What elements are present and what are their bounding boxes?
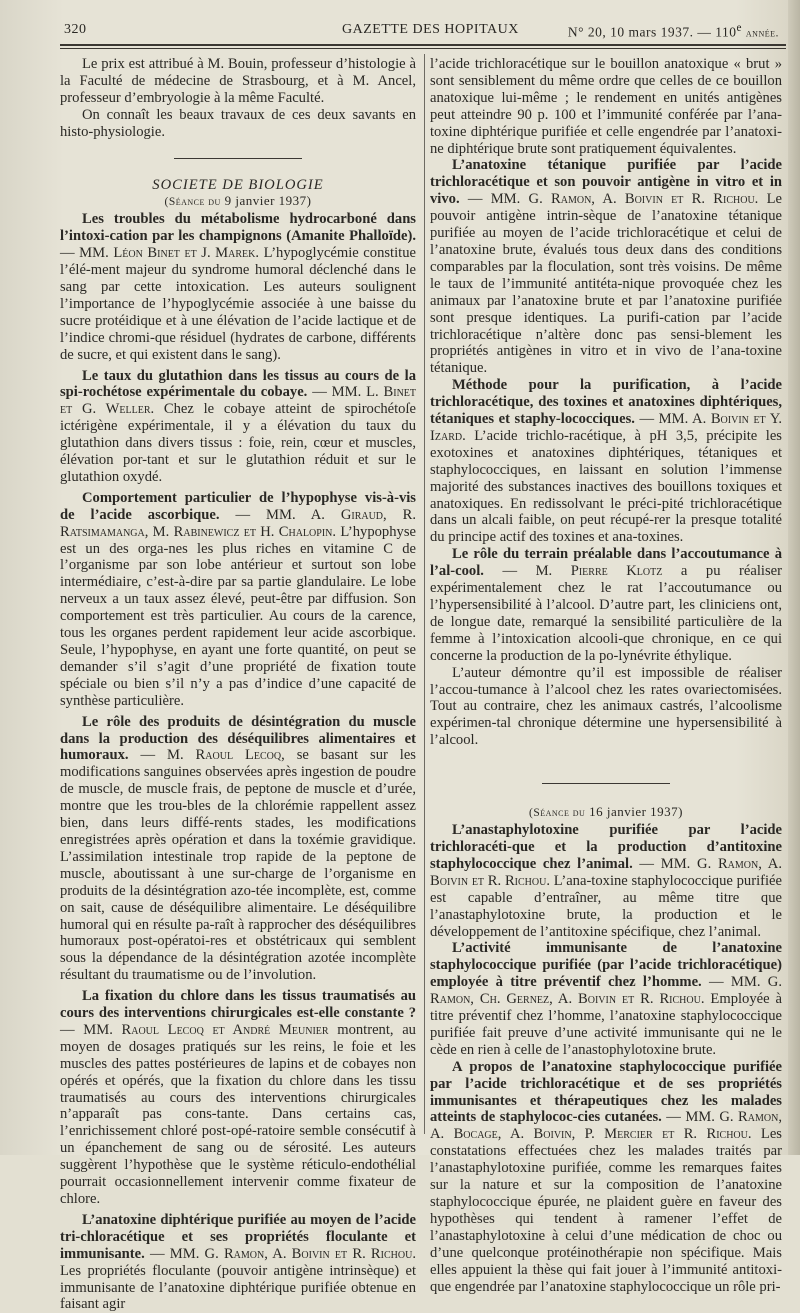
left-column [60,56,416,1313]
abstract: L’anatoxine diphtérique purifiée au moyen de l’acide tri-chloracétique et ses propriétés floculante et immunisante. — MM. G. Ramon, A. Boivin et R. Richou. Les propriétés floculante (pouvoir antigène intrinsèque) et immunisante de l’anatoxine diphtérique purifiée obtenue en faisant agir [60,1211,416,1313]
header-rule [60,44,786,46]
abstract-title: L’activité immunisante de l’anatoxine staphylococcique purifiée (par l’acide trichloracétique) employée à titre préventif chez l’homme. [430,940,782,991]
abstract-authors: Boivin et Y. Izard. [430,411,782,444]
abstract-body: L’acide trichlo-racétique, à pH 3,5, précipite les exotoxines et anatoxines diphtériques, tétaniques et staphylococciques, en laissant en solution l’immense majorité des substances inactives des bouillons toxiques et anatoxiques. En redissolvant le préci-pité trichloracétique dans un alcali faible, on peut récupé-rer la presque totalité du principe actif des toxines et ana-toxines. [430,427,782,546]
abstract-title: L’anatoxine tétanique purifiée par l’acide trichloracétique et son pouvoir antigène in vitro et in vivo. [430,157,782,208]
abstract-body: Chez le cobaye atteint de spirochétoſe ictérigène expérimentale, il y a élévation du taux du glutathion dans divers tissus : foie, rein, cœur et muscles, élévation por-tant et sur le glutathion réduit et sur le glutathion oxydé. [60,401,416,485]
abstract-title: Le taux du glutathion dans les tissus au cours de la spi-rochétose expérimentale du cobaye. [60,367,416,401]
abstract-title: Le rôle des produits de désintégration du muscle dans la production des déséquilibres alimentaires et humoraux. [60,713,416,764]
abstract-body: a pu réaliser expérimentalement chez le rat l’accoutumance ou l’hypersensibilité à l’alcool. D’autre part, les cliniciens ont, de longue date, remarqué la sensibilité particulière de la femme à l’intoxication alcooli-que chronique, en ce qui concerne la production de la po-lynévrite éthylique. [430,563,782,664]
abstract-authors: Raoul Lecoq et André Meunier [121,1021,329,1038]
abstract-authors: Ramon, A. Boivin et R. Richou. [551,191,759,208]
abstract-title: L’anatoxine diphtérique purifiée au moyen de l’acide tri-chloracétique et ses propriétés floculante et immunisante. [60,1211,416,1262]
abstract-authors: Ramon, A. Boivin et R. Richou. [430,855,782,889]
abstract-title: Comportement particulier de l’hypophyse vis-à-vis de l’acide ascorbique. [60,489,416,523]
abstract-authors: Raoul Lecoq, [195,747,285,764]
intro-paragraph: Le prix est attribué à M. Bouin, professeur d’histologie à la Faculté de médecine de Strasbourg, et à M. Ancel, professeur d’embryologie à la même Faculté. [60,56,416,106]
page-number: 320 [64,22,87,37]
abstract-title: Méthode pour la purification, à l’acide trichloracétique, des toxines et anatoxines diphtériques, tétaniques et staphy-lococciques. [430,377,782,428]
abstract: Le taux du glutathion dans les tissus au cours de la spi-rochétose expérimentale du cobaye. — MM. L. Binet et G. Weller. Chez le cobaye atteint de spirochétoſe ictérigène expérimentale, il y a élévation du taux du glutathion dans divers tissus : foie, rein, cœur et muscles, élévation por-tant et sur le glutathion réduit et sur le glutathion oxydé. [60,367,417,485]
abstract: Le rôle du terrain préalable dans l’accoutumance à l’al-cool. — M. Pierre Klotz a pu réaliser expérimentalement chez le rat l’accoutumance ou l’hypersensibilité à l’alcool. D’autre part, les cliniciens ont, de longue date, remarqué la sensibilité particulière de la femme à l’intoxication alcooli-que chronique, en ce qui concerne la production de la po-lynévrite éthylique. [430,546,782,664]
abstract: L’anastaphylotoxine purifiée par l’acide trichloracéti-que et la production d’antitoxine staphylococcique chez l’animal. — MM. G. Ramon, A. Boivin et R. Richou. L’ana-toxine staphylococcique purifiée est capable d’entraîner, au même titre que l’anastaphylotoxine brute, la production et le développement de l’antitoxine spécifique, chez l’animal. [430,822,782,940]
abstract-title: A propos de l’anatoxine staphylococcique purifiée par l’acide trichloracétique et de ses propriétés immunisantes et thérapeutiques chez les malades atteints de staphylococ-cies cutanées. [430,1058,782,1126]
abstract: A propos de l’anatoxine staphylococcique purifiée par l’acide trichloracétique et de ses propriétés immunisantes et thérapeutiques chez les malades atteints de staphylococ-cies cutanées. — MM. G. Ramon, A. Bocage, A. Boivin, P. Mercier et R. Richou. Les constatations effectuées chez les malades traités par l’anastaphylotoxine purifiée, comme les remarques faites sur la nature et sur la composition de l’anatoxine staphylococcique épurée, ne plaident guère en faveur des hypothèses qui tendent à ramener l’effet de l’anastaphylotoxine à celui d’une médication de choc ou d’une quelconque protéinothérapie non spécifique. Mais elles appuient la thèse qui fait jouer à l’immunité antitoxi-que engendrée par l’anatoxine staphylococcique un rôle pri- [430,1058,782,1295]
abstract-body: Les propriétés floculante (pouvoir antigène intrinsèque) et immunisante de l’anatoxine diphtérique purifiée obtenue en faisant agir [60,1262,416,1313]
abstract-body: Les constatations effectuées chez les malades traités par l’anastaphylotoxine purifiée, comme les remarques faites sur la nature et sur la composition de l’anatoxine staphylococcique épurée, ne plaident guère en faveur des hypothèses qui tendent à ramener l’effet de l’anastaphylotoxine à celui d’une médication de choc ou d’une quelconque protéinothérapie non spécifique. Mais elles appuient la thèse qui fait jouer à l’immunité antitoxi-que engendrée par l’anatoxine staphylococcique un rôle pri- [430,1126,782,1295]
abstract-authors: Léon Binet et J. Marek. [113,245,260,262]
abstract-body: Le pouvoir antigène intrin-sèque de l’anatoxine tétanique purifiée au moyen de l’acide trichloracétique et celui de l’anatoxine brute, évalués tous deux dans des conditions comparables par la floculation, sont très voisins. De même le taux de l’immunité antitéta-nique provoquée chez les animaux par l’anatoxine brute et par l’anatoxine purifiée sont presque identiques. La purifi-cation par l’acide trichloracétique n’altère donc pas sensi-blement les propriétés antigènes in vitro et in vivo de l’ana-toxine tétanique. [430,191,782,377]
abstract: Comportement particulier de l’hypophyse vis-à-vis de l’acide ascorbique. — MM. A. Giraud, R. Ratsimamanga, M. Rabinewicz et H. Chalopin. L’hypophyse est un des orga-nes les plus riches en vitamine C de l’organisme par son lobe antérieur et surtout son lobe intermédiaire, c’est-à-dire par sa partie glandulaire. Le lobe nerveux a un taux assez élevé, peut-être par diffusion. Son comportement est très particulier. Au cours de la carence, tous les organes perdent rapidement leur acide ascorbique. Seule, l’hypophyse, en ayant une forte quantité, on peut se demander s’il s’agit d’une propriété de fixation toute spéciale ou bien s’il n’y a pas d’indice d’une capacité de synthèse particulière. [60,489,416,709]
abstract-authors: Ramon, A. Boivin et R. Richou. [223,1245,416,1262]
abstract-body: montrent, au moyen de dosages pratiqués sur les reins, le foie et les muscles des pattes postérieures de lapins et de cobayes non opérés et opérés, que la fixation du chlore dans les tissu traumatisés au cours des interventions chirurgicales n’apparaît pas cons-tante. Dans certains cas, l’enrichissement chloré post-opé-ratoire semble consécutif à un épanchement de sang ou de sérosité. Les auteurs suggèrent l’hypothèse que le système réticulo-endothélial pourrait occasionnellement intervenir comme fixateur de chlore. [60,1021,416,1207]
section-title: SOCIETE DE BIOLOGIE [152,176,324,193]
abstract-authors: Ramon, A. Bocage, A. Boivin, P. Mercier et R. Richou. [430,1109,782,1143]
abstract-body: se basant sur les modifications sanguines observées après ingestion de poudre de muscle, de muscle frais, de peptone de muscle et d’urée, montre que les trou-bles de la chlorémie rappellent assez bien, dans leurs diffé-rents stades, les modifications enregistrées après opération et dans la toxémie gravidique. L’assimilation intestinale trop rapide de la peptone de muscle, aboutissant à une sur-charge de l’organisme en produits de la désintégration azo-tée incomplète, est, comme on sait, cause de déséquilibre alimentaire. Le déséquilibre humoral qui en résulte pa-raît à rapprocher des déséquilibres humoraux post-opératoi-res et obstétricaux qui semblent sous la dépendance de la désintégration azotée incomplète résultant du traumatisme ou de l’involution. [60,747,416,984]
header-rule-thin [60,48,786,49]
page-edge-shadow [788,0,800,1155]
abstract-title: Le rôle du terrain préalable dans l’accoutumance à l’al-cool. [430,546,782,580]
abstract-authors: Binet et G. Weller. [60,384,417,418]
right-column [430,56,782,1295]
abstract-authors: Giraud, R. Ratsimamanga, M. Rabinewicz et H. Chalopin. [60,506,416,540]
abstract-body: L’ana-toxine staphylococcique purifiée est capable d’entraîner, au même titre que l’anastaphylotoxine brute, la production et le développement de l’antitoxine spécifique, chez l’animal. [430,872,782,940]
issue-info: N° 20, 10 mars 1937. — 110e année. [567,22,779,40]
abstract-authors: Ramon, Ch. Gernez, A. Boivin et R. Richou. [430,991,705,1008]
intro-paragraph: On connaît les beaux travaux de ces deux savants en histo-physiologie. [60,106,416,140]
abstract-title: La fixation du chlore dans les tissus traumatisés au cours des interventions chirurgicales est-elle constante ? [60,988,416,1022]
abstract: Le rôle des produits de désintégration du muscle dans la production des déséquilibres alimentaires et humoraux. — M. Raoul Lecoq, se basant sur les modifications sanguines observées après ingestion de poudre de muscle, de muscle frais, de peptone de muscle et d’urée, montre que les trou-bles de la chlorémie rappellent assez bien, dans leurs diffé-rents stades, les modifications enregistrées après opération et dans la toxémie gravidique. L’assimilation intestinale trop rapide de la peptone de muscle, aboutissant à une sur-charge de l’organisme en produits de la désintégration azo-tée incomplète, est, comme on sait, cause de déséquilibre alimentaire. Le déséquilibre humoral qui en résulte pa-raît à rapprocher des déséquilibres humoraux post-opératoi-res et obstétricaux qui semblent sous la dépendance de la désintégration azotée incomplète résultant du traumatisme ou de l’involution. [60,713,416,984]
abstract: La fixation du chlore dans les tissus traumatisés au cours des interventions chirurgicales est-elle constante ? — MM. Raoul Lecoq et André Meunier montrent, au moyen de dosages pratiqués sur les reins, le foie et les muscles des pattes postérieures de lapins et de cobayes non opérés et opérés, que la fixation du chlore dans les tissu traumatisés au cours des interventions chirurgicales n’apparaît pas cons-tante. Dans certains cas, l’enrichissement chloré post-opé-ratoire semble consécutif à un épanchement de sang ou de sérosité. Les auteurs suggèrent l’hypothèse que le système réticulo-endothélial pourrait occasionnellement intervenir comme fixateur de chlore. [60,988,416,1207]
abstract-authors: Pierre Klotz [570,563,663,580]
abstract-paragraph: L’auteur démontre qu’il est impossible de réaliser l’accou-tumance à l’alcool chez les rates ovariectomisées. Tout au contraire, chez les animaux castrés, l’alcoolisme expérimen-tal chronique détermine une hypersensibilité à l’alcool. [430,664,782,749]
abstract-title: L’anastaphylotoxine purifiée par l’acide trichloracéti-que et la production d’antitoxine staphylococcique chez l’animal. [430,822,782,872]
journal-title: GAZETTE DES HOPITAUX [342,22,519,37]
column-separator [424,54,425,1134]
continued-paragraph: l’acide trichloracétique sur le bouillon anatoxique « brut » sont sensiblement du même ordre que celles de ce bouillon anatoxique lui-même ; le rendement en unités antigènes peut atteindre 90 p. 100 et l’immunité conférée par l’ana-toxine diphtérique purifiée et celle engendrée par l’anatoxi-ne diphtérique brute sont pratiquement équivalentes. [430,56,782,157]
section-divider [542,783,670,784]
abstract: L’anatoxine tétanique purifiée par l’acide trichloracétique et son pouvoir antigène in vitro et in vivo. — MM. G. Ramon, A. Boivin et R. Richou. Le pouvoir antigène intrin-sèque de l’anatoxine tétanique purifiée au moyen de l’acide trichloracétique et celui de l’anatoxine brute, évalués tous deux dans des conditions comparables par la floculation, sont très voisins. De même le taux de l’immunité antitéta-nique provoquée chez les animaux par l’anatoxine brute et par l’anatoxine purifiée sont presque identiques. La purifi-cation par l’acide trichloracétique n’altère donc pas sensi-blement les propriétés antigènes in vitro et in vivo de l’ana-toxine tétanique. [430,157,782,377]
abstract: L’activité immunisante de l’anatoxine staphylococcique purifiée (par l’acide trichloracétique) employée à titre préventif chez l’homme. — MM. G. Ramon, Ch. Gernez, A. Boivin et R. Richou. Employée à titre préventif chez l’homme, l’anatoxine staphylococcique purifiée fait preuve d’une activité immunisante qui ne le cède en rien à celle de l’anastophylotoxine brute. [430,940,782,1058]
abstract-title: Les troubles du métabolisme hydrocarboné dans l’intoxi-cation par les champignons (Amanite Phalloïde). [60,211,416,245]
seance-date: (Séance du 16 janvier 1937) [529,804,683,820]
abstract: Les troubles du métabolisme hydrocarboné dans l’intoxi-cation par les champignons (Amanite Phalloïde). — MM. Léon Binet et J. Marek. L’hypoglycémie constitue l’élé-ment majeur du syndrome humoral déclenché dans le sang par cette intoxication. Les auteurs soulignent l’importance de l’hypoglycémie associée à une baisse du sucre protéidique et à une élévation de l’acide lactique et de l’indice chromi-que résiduel (hydrates de carbone, différents de sucre, et qui existent dans le sang). [60,211,416,363]
abstract: Méthode pour la purification, à l’acide trichloracétique, des toxines et anatoxines diphtériques, tétaniques et staphy-lococciques. — MM. A. Boivin et Y. Izard. L’acide trichlo-racétique, à pH 3,5, précipite les exotoxines et anatoxines diphtériques, tétaniques et staphylococciques, en laissant en solution l’immense majorité des substances inactives des bouillons toxiques et anatoxiques. En redissolvant le préci-pité trichloracétique dans un alcali faible, on peut récupé-rer la presque totalité du principe actif des toxines et ana-toxines. [430,377,782,546]
running-header [60,20,785,42]
abstract-body: L’hypophyse est un des orga-nes les plus riches en vitamine C de l’organisme par son lobe antérieur et surtout son lobe intermédiaire, c’est-à-dire par sa partie glandulaire. Le lobe nerveux a un taux assez élevé, peut-être par diffusion. Son comportement est très particulier. Au cours de la carence, tous les organes perdent rapidement leur acide ascorbique. Seule, l’hypophyse, en ayant une forte quantité, on peut se demander s’il s’agit d’une propriété de fixation toute spéciale ou bien s’il n’y a pas d’indice d’une capacité de synthèse particulière. [60,523,416,709]
seance-date: (Séance du 9 janvier 1937) [164,193,312,209]
abstract-body: Employée à titre préventif chez l’homme, l’anatoxine staphylococcique purifiée fait preuve d’une activité immunisante qui ne le cède en rien à celle de l’anastophylotoxine brute. [430,991,782,1058]
section-divider [174,158,302,159]
abstract-body: L’hypoglycémie constitue l’élé-ment majeur du syndrome humoral déclenché dans le sang par cette intoxication. Les auteurs soulignent l’importance de l’hypoglycémie associée à une baisse du sucre protéidique et à une élévation de l’acide lactique et de l’indice chromi-que résiduel (hydrates de carbone, différents de sucre, et qui existent dans le sang). [60,245,416,363]
